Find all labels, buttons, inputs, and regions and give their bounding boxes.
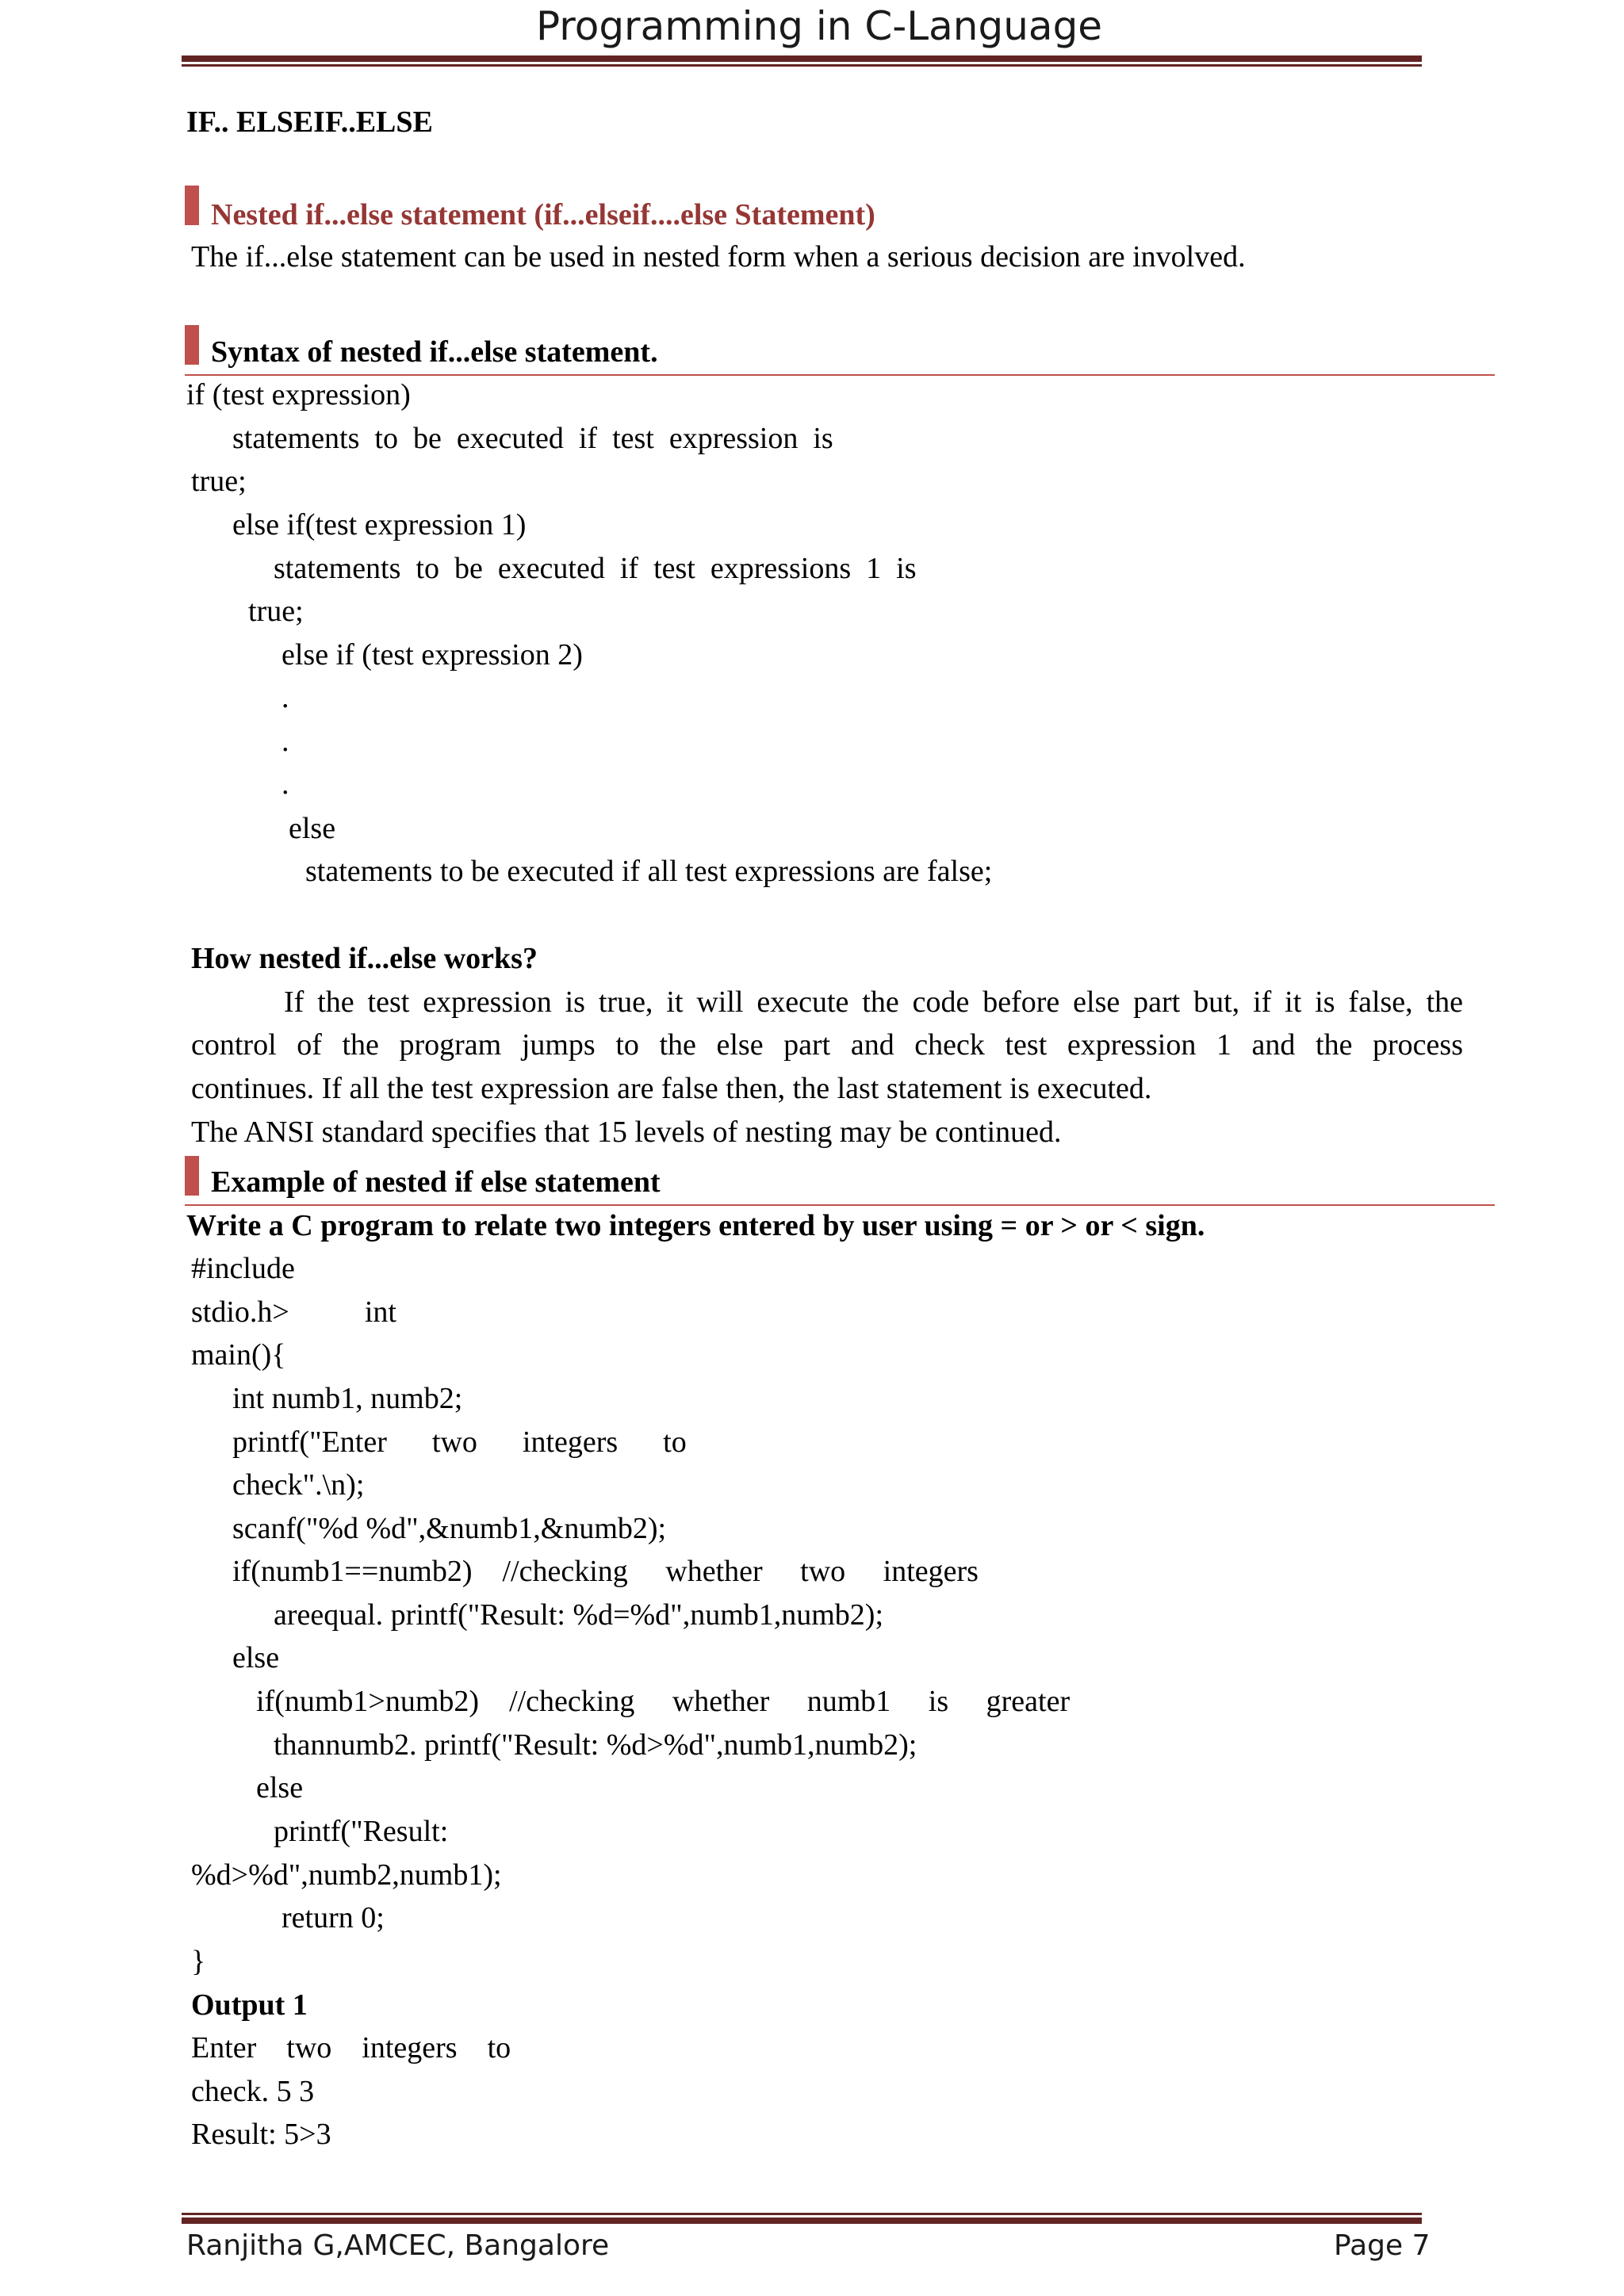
example-task: Write a C program to relate two integers entered by user using = or > or < sign. (186, 1209, 1205, 1242)
footer-page-number: Page 7 (1334, 2229, 1431, 2262)
section-title: IF.. ELSEIF..ELSE (186, 105, 433, 139)
nested-intro: The if...else statement can be used in nested form when a serious decision are involved. (191, 240, 1246, 274)
page-header-title: Programming in C-Language (536, 3, 1103, 49)
how-paragraph-line-3: continues. If all the test expression are false then, the last statement is executed. (191, 1072, 1152, 1105)
header-rule-thin (182, 64, 1422, 67)
header-rule-thick (182, 55, 1422, 62)
footer-author: Ranjitha G,AMCEC, Bangalore (186, 2229, 610, 2262)
heading-marker (185, 325, 199, 365)
example-heading-rule (185, 1204, 1495, 1206)
ansi-note: The ANSI standard specifies that 15 levels of nesting may be continued. (191, 1115, 1062, 1149)
code-line: if(numb1==numb2) //checking whether two integers (232, 1555, 979, 1588)
code-line: else (256, 1771, 304, 1804)
syntax-line: . (282, 725, 289, 758)
heading-marker (185, 1156, 199, 1196)
code-line: else (232, 1641, 280, 1674)
heading-marker (185, 186, 199, 225)
code-line: return 0; (282, 1901, 385, 1934)
how-heading: How nested if...else works? (191, 942, 538, 975)
syntax-line: statements to be executed if test expressions 1 is (274, 552, 917, 585)
syntax-line: . (282, 681, 289, 714)
code-line: check".\n); (232, 1468, 365, 1502)
syntax-heading-rule (185, 374, 1495, 376)
syntax-line: true; (191, 465, 247, 498)
syntax-line: true; (248, 595, 304, 628)
output-line: Enter two integers to (191, 2031, 511, 2064)
code-line: thannumb2. printf("Result: %d>%d",numb1,numb2); (274, 1728, 917, 1762)
code-line: areequal. printf("Result: %d=%d",numb1,numb2); (274, 1598, 884, 1632)
code-line: stdio.h> int (191, 1295, 396, 1329)
code-line: } (191, 1945, 206, 1978)
syntax-line: . (282, 767, 289, 801)
footer-rule-thick (182, 2218, 1422, 2224)
code-line: if(numb1>numb2) //checking whether numb1 is greater (256, 1685, 1071, 1718)
syntax-line: statements to be executed if test expression is (232, 422, 833, 455)
how-paragraph-line-1: If the test expression is true, it will execute the code before else part but, if it is false, the (284, 985, 1463, 1019)
how-paragraph-line-2: control of the program jumps to the else part and check test expression 1 and the process (191, 1028, 1463, 1062)
syntax-line: else if (test expression 2) (282, 638, 583, 672)
code-line: printf("Enter two integers to (232, 1425, 687, 1459)
syntax-heading: Syntax of nested if...else statement. (211, 335, 658, 369)
code-line: %d>%d",numb2,numb1); (191, 1858, 502, 1892)
code-line: printf("Result: (274, 1815, 449, 1848)
output-line: Result: 5>3 (191, 2118, 331, 2151)
code-line: main(){ (191, 1338, 286, 1372)
example-heading: Example of nested if else statement (211, 1165, 661, 1199)
syntax-line: statements to be executed if all test expressions are false; (305, 855, 993, 888)
footer-rule-thin (182, 2213, 1422, 2215)
syntax-line: else (289, 812, 336, 845)
code-line: #include (191, 1252, 295, 1285)
output-heading: Output 1 (191, 1988, 308, 2022)
code-line: int numb1, numb2; (232, 1382, 463, 1415)
syntax-line: if (test expression) (186, 378, 411, 411)
code-line: scanf("%d %d",&numb1,&numb2); (232, 1512, 667, 1545)
syntax-line: else if(test expression 1) (232, 508, 527, 541)
nested-heading: Nested if...else statement (if...elseif....else Statement) (211, 198, 875, 232)
output-line: check. 5 3 (191, 2075, 315, 2108)
